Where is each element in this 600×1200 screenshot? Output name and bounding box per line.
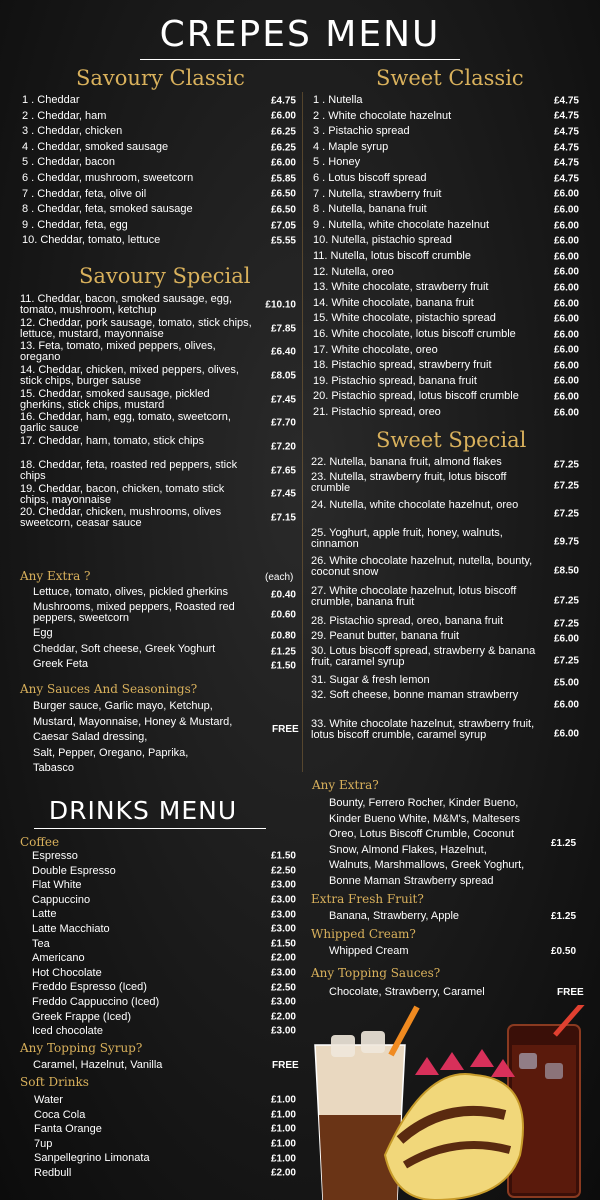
menu-item-price: £2.00: [270, 1011, 296, 1023]
menu-item-name: 14. Cheddar, chicken, mixed peppers, olives, stick chips, burger sause: [20, 364, 239, 388]
menu-item-price: £7.15: [270, 512, 296, 524]
whipped-cream-line: Whipped Cream: [329, 945, 409, 957]
fresh-fruit-price: £1.25: [551, 911, 577, 922]
menu-item-name: 11. Cheddar, bacon, smoked sausage, egg, tomato, mushroom, ketchup: [20, 293, 232, 316]
menu-item-row: [33, 644, 296, 659]
topping-syrup-title: Any Topping Syrup?: [20, 1041, 143, 1055]
menu-item-price: £3.00: [270, 1025, 296, 1037]
menu-item-row: [313, 124, 579, 140]
any-extra-right-title: Any Extra?: [312, 778, 379, 792]
menu-item-row: [311, 500, 579, 528]
menu-item-row: [20, 293, 296, 317]
menu-item-price: £7.25: [553, 508, 579, 520]
menu-item-row: [313, 327, 579, 343]
menu-item-price: £6.00: [270, 110, 296, 122]
fresh-fruit-title: Extra Fresh Fruit?: [311, 892, 424, 906]
sweet-special-title: Sweet Special: [376, 428, 527, 452]
savoury-special-list: [20, 293, 296, 530]
menu-item-name: Cappuccino: [32, 893, 91, 906]
menu-item-price: £6.00: [553, 282, 579, 294]
menu-item-price: £6.50: [270, 188, 296, 200]
menu-item-name: 7 . Nutella, strawberry fruit: [313, 187, 442, 200]
menu-item-price: £2.50: [270, 865, 296, 877]
sauces-title: Any Sauces And Seasonings?: [20, 682, 198, 696]
menu-item-name: Freddo Espresso (Iced): [32, 981, 147, 994]
extra-line: Bonne Maman Strawberry spread: [329, 874, 494, 887]
menu-item-row: [33, 587, 296, 602]
menu-item-row: [32, 922, 296, 937]
topping-sauces-title: Any Topping Sauces?: [311, 966, 441, 980]
menu-item-price: £6.00: [553, 375, 579, 387]
savoury-classic-list: [22, 93, 296, 249]
menu-item-row: [311, 631, 579, 646]
menu-item-row: [32, 966, 296, 981]
menu-item-price: £1.00: [270, 1138, 296, 1150]
menu-item-name: Egg: [33, 627, 53, 639]
menu-item-price: £7.45: [270, 488, 296, 500]
menu-item-row: [22, 171, 296, 187]
menu-item-row: [34, 1151, 296, 1166]
whipped-cream-price: £0.50: [551, 946, 577, 957]
menu-item-price: £1.25: [270, 646, 296, 657]
menu-item-row: [311, 690, 579, 719]
menu-item-price: £5.00: [553, 677, 579, 688]
menu-item-price: £7.65: [270, 465, 296, 477]
menu-item-name: 23. Nutella, strawberry fruit, lotus biscoff crumble: [311, 471, 507, 494]
menu-item-name: 10. Cheddar, tomato, lettuce: [22, 234, 161, 247]
menu-item-price: £1.00: [270, 1123, 296, 1135]
menu-item-price: £6.00: [553, 407, 579, 419]
sauce-line: Tabasco: [33, 762, 74, 774]
any-extra-left-list: [33, 587, 296, 673]
menu-item-name: Redbull: [34, 1166, 72, 1179]
crepe-icon: [385, 1049, 523, 1200]
menu-item-price: £7.25: [553, 655, 579, 666]
menu-item-price: £6.00: [553, 728, 579, 740]
menu-item-price: £1.50: [270, 850, 296, 862]
menu-item-name: 32. Soft cheese, bonne maman strawberry: [311, 689, 519, 701]
fresh-fruit-line: Banana, Strawberry, Apple: [329, 910, 460, 922]
cola-glass-icon: [508, 1005, 590, 1197]
menu-item-row: [34, 1137, 296, 1152]
menu-item-row: [313, 187, 579, 203]
menu-item-name: 11. Nutella, lotus biscoff crumble: [313, 249, 471, 262]
menu-item-price: £3.00: [270, 909, 296, 921]
each-label: (each): [265, 572, 294, 583]
menu-item-price: £6.00: [553, 266, 579, 278]
menu-item-name: 18. Pistachio spread, strawberry fruit: [313, 359, 492, 372]
menu-item-row: [33, 602, 296, 628]
whipped-cream-title: Whipped Cream?: [311, 927, 416, 941]
menu-item-row: [313, 265, 579, 281]
menu-item-price: £7.45: [270, 394, 296, 406]
menu-item-name: 26. White chocolate hazelnut, nutella, bounty, coconut snow: [311, 555, 533, 578]
menu-item-name: 18. Cheddar, feta, roasted red peppers, stick chips: [20, 458, 238, 482]
menu-item-row: [313, 405, 579, 421]
menu-item-name: 12. Cheddar, pork sausage, tomato, stick chips, lettuce, mustard, mayonnaise: [20, 316, 252, 340]
menu-item-price: £3.00: [270, 996, 296, 1008]
menu-item-row: [311, 616, 579, 631]
menu-item-name: 21. Pistachio spread, oreo: [313, 405, 441, 418]
menu-item-row: [313, 358, 579, 374]
menu-item-price: £4.75: [553, 157, 579, 169]
menu-item-name: 5 . Cheddar, bacon: [22, 156, 115, 169]
menu-item-name: Espresso: [32, 850, 78, 862]
menu-item-name: Hot Chocolate: [32, 966, 102, 979]
menu-item-name: 1 . Cheddar: [22, 94, 80, 106]
menu-item-name: Latte Macchiato: [32, 922, 110, 935]
menu-item-name: 30. Lotus biscoff spread, strawberry & banana fruit, caramel syrup: [311, 645, 536, 668]
menu-item-row: [22, 187, 296, 203]
menu-item-name: Greek Feta: [33, 658, 89, 670]
sauce-line: Mustard, Mayonnaise, Honey & Mustard,: [33, 715, 233, 728]
menu-item-price: £6.50: [270, 204, 296, 216]
menu-item-name: 29. Peanut butter, banana fruit: [311, 630, 460, 642]
menu-item-row: [22, 93, 296, 109]
menu-item-row: [313, 389, 579, 405]
menu-item-row: [313, 140, 579, 156]
menu-item-row: [34, 1093, 296, 1108]
menu-item-row: [313, 296, 579, 312]
topping-sauces-line: Chocolate, Strawberry, Caramel: [329, 986, 485, 998]
menu-item-row: [313, 374, 579, 390]
any-extra-left-title: Any Extra ?: [20, 569, 91, 583]
menu-item-name: Double Espresso: [32, 864, 116, 877]
menu-item-name: 17. Cheddar, ham, tomato, stick chips: [20, 435, 205, 448]
menu-item-name: 1 . Nutella: [313, 94, 363, 106]
menu-item-price: £7.25: [553, 618, 579, 629]
menu-item-name: Greek Frappe (Iced): [32, 1010, 132, 1023]
menu-item-price: £6.25: [270, 126, 296, 138]
coffee-title: Coffee: [20, 835, 60, 849]
menu-item-price: £6.00: [270, 157, 296, 169]
menu-item-row: [311, 457, 579, 472]
menu-item-row: [32, 1010, 296, 1025]
sauces-price: FREE: [272, 724, 299, 735]
menu-item-row: [32, 907, 296, 922]
menu-item-price: £2.00: [270, 952, 296, 964]
menu-item-name: 6 . Lotus biscoff spread: [313, 171, 427, 184]
menu-item-name: Fanta Orange: [34, 1123, 102, 1136]
column-divider: [302, 92, 303, 772]
menu-item-price: £4.75: [553, 142, 579, 154]
menu-item-row: [311, 472, 579, 500]
menu-item-price: £1.50: [270, 938, 296, 950]
coffee-list: [32, 849, 296, 1039]
menu-item-price: £6.00: [553, 204, 579, 216]
soft-drinks-title: Soft Drinks: [20, 1075, 89, 1089]
menu-item-row: [32, 893, 296, 908]
menu-item-row: [34, 1122, 296, 1137]
menu-item-name: 17. White chocolate, oreo: [313, 343, 438, 356]
menu-item-price: £6.40: [270, 346, 296, 358]
menu-item-row: [22, 233, 296, 249]
title-underline: [140, 59, 460, 60]
menu-item-price: £0.80: [270, 630, 296, 642]
menu-item-price: £4.75: [553, 95, 579, 107]
menu-item-row: [313, 311, 579, 327]
menu-item-name: 31. Sugar & fresh lemon: [311, 674, 430, 686]
menu-item-row: [311, 528, 579, 556]
menu-item-row: [313, 343, 579, 359]
menu-item-name: 15. Cheddar, smoked sausage, pickled gherkins, stick chips, mustard: [20, 387, 210, 411]
menu-item-row: [20, 506, 296, 530]
menu-item-name: 24. Nutella, white chocolate hazelnut, oreo: [311, 499, 519, 511]
menu-item-price: £10.10: [265, 299, 296, 311]
menu-item-name: Cheddar, Soft cheese, Greek Yoghurt: [33, 643, 216, 655]
menu-item-price: £3.00: [270, 923, 296, 935]
menu-item-name: 4 . Maple syrup: [313, 140, 389, 153]
sauce-line: Burger sauce, Garlic mayo, Ketchup,: [33, 700, 213, 712]
menu-item-price: £5.85: [270, 173, 296, 185]
menu-item-row: [311, 646, 579, 675]
menu-item-price: £6.00: [553, 329, 579, 341]
menu-item-row: [313, 155, 579, 171]
menu-item-price: £9.75: [553, 536, 579, 548]
menu-item-price: £0.60: [270, 609, 296, 621]
menu-item-row: [311, 675, 579, 690]
drinks-title: DRINKS MENU: [48, 796, 238, 825]
menu-item-name: Iced chocolate: [32, 1025, 103, 1038]
menu-item-row: [32, 878, 296, 893]
menu-item-row: [32, 980, 296, 995]
menu-item-price: £7.70: [270, 417, 296, 429]
menu-item-row: [32, 995, 296, 1010]
menu-item-price: £2.00: [270, 1167, 296, 1179]
menu-item-row: [32, 951, 296, 966]
menu-item-price: £7.85: [270, 323, 296, 335]
page-title: CREPES MENU: [159, 14, 441, 55]
menu-item-name: 20. Cheddar, chicken, mushrooms, olives sweetcorn, ceasar sauce: [20, 506, 222, 530]
menu-item-row: [313, 171, 579, 187]
menu-item-row: [22, 124, 296, 140]
menu-item-name: 14. White chocolate, banana fruit: [313, 296, 474, 309]
menu-item-name: 3 . Cheddar, chicken: [22, 125, 123, 138]
menu-item-name: 8 . Cheddar, feta, smoked sausage: [22, 203, 193, 216]
drinks-crepe-illustration: [305, 1005, 600, 1200]
menu-item-name: 6 . Cheddar, mushroom, sweetcorn: [22, 171, 194, 184]
menu-item-price: £8.05: [270, 370, 296, 382]
menu-item-price: £8.50: [553, 565, 579, 577]
extra-line: Snow, Almond Flakes, Hazelnut,: [329, 843, 487, 856]
menu-item-row: [22, 109, 296, 125]
menu-item-row: [32, 864, 296, 879]
menu-item-row: [20, 388, 296, 412]
menu-item-price: £3.00: [270, 894, 296, 906]
menu-item-name: 12. Nutella, oreo: [313, 265, 394, 278]
menu-item-name: Latte: [32, 908, 57, 921]
menu-item-name: 25. Yoghurt, apple fruit, honey, walnuts, cinnamon: [311, 527, 503, 550]
menu-item-price: £4.75: [553, 173, 579, 185]
menu-item-name: 13. White chocolate, strawberry fruit: [313, 281, 489, 294]
sweet-classic-title: Sweet Classic: [376, 66, 524, 90]
menu-item-name: Tea: [32, 937, 50, 950]
menu-item-price: £6.00: [553, 313, 579, 325]
menu-item-row: [313, 109, 579, 125]
menu-item-price: £1.00: [270, 1153, 296, 1165]
topping-syrup-line: Caramel, Hazelnut, Vanilla: [33, 1059, 163, 1071]
menu-item-name: Water: [34, 1094, 63, 1106]
menu-item-name: 33. White chocolate hazelnut, strawberry fruit, lotus biscoff crumble, caramel syrup: [311, 718, 535, 741]
menu-item-price: £4.75: [553, 126, 579, 138]
menu-item-row: [313, 233, 579, 249]
any-extra-right-price: £1.25: [551, 838, 577, 849]
menu-item-name: 28. Pistachio spread, oreo, banana fruit: [311, 615, 504, 627]
menu-item-name: 2 . Cheddar, ham: [22, 109, 107, 122]
menu-item-name: Lettuce, tomato, olives, pickled gherkins: [33, 586, 229, 598]
menu-item-name: Coca Cola: [34, 1108, 86, 1121]
menu-item-name: 8 . Nutella, banana fruit: [313, 203, 427, 216]
menu-item-name: 5 . Honey: [313, 156, 361, 169]
menu-item-name: Sanpellegrino Limonata: [34, 1152, 150, 1165]
menu-item-row: [33, 659, 296, 673]
menu-item-row: [20, 340, 296, 364]
menu-item-name: 13. Feta, tomato, mixed peppers, olives, oregano: [20, 340, 216, 364]
menu-item-price: £1.00: [270, 1109, 296, 1121]
menu-item-price: £6.00: [553, 220, 579, 232]
menu-item-name: 19. Cheddar, bacon, chicken, tomato stick chips, mayonnaise: [20, 482, 225, 506]
menu-item-name: 22. Nutella, banana fruit, almond flakes: [311, 456, 502, 468]
menu-item-row: [22, 218, 296, 234]
menu-item-name: 27. White chocolate hazelnut, lotus biscoff crumble, banana fruit: [311, 585, 517, 608]
menu-item-row: [34, 1166, 296, 1181]
menu-item-row: [22, 202, 296, 218]
menu-item-price: £6.00: [553, 633, 579, 644]
menu-item-name: Freddo Cappuccino (Iced): [32, 995, 160, 1008]
menu-item-price: £7.20: [270, 441, 296, 453]
menu-item-name: 16. Cheddar, ham, egg, tomato, sweetcorn, garlic sauce: [20, 411, 231, 435]
menu-item-name: 16. White chocolate, lotus biscoff crumble: [313, 327, 516, 340]
extra-line: Oreo, Lotus Biscoff Crumble, Coconut: [329, 828, 515, 840]
menu-item-name: 19. Pistachio spread, banana fruit: [313, 374, 477, 387]
menu-item-price: £6.00: [553, 188, 579, 200]
menu-item-price: £6.00: [553, 298, 579, 310]
menu-item-row: [313, 280, 579, 296]
menu-item-row: [22, 140, 296, 156]
menu-item-price: £6.00: [553, 344, 579, 356]
menu-item-price: £1.00: [270, 1094, 296, 1106]
menu-item-price: £7.25: [553, 480, 579, 492]
menu-item-row: [20, 483, 296, 507]
menu-item-row: [32, 937, 296, 952]
menu-item-price: £3.00: [270, 967, 296, 979]
menu-item-row: [20, 364, 296, 388]
menu-item-row: [22, 155, 296, 171]
menu-item-row: [32, 849, 296, 864]
menu-item-row: [311, 719, 579, 749]
menu-item-price: £4.75: [553, 110, 579, 122]
sauce-line: Caesar Salad dressing,: [33, 731, 148, 743]
menu-item-price: £7.25: [553, 459, 579, 470]
savoury-classic-title: Savoury Classic: [76, 66, 245, 90]
extra-line: Bounty, Ferrero Rocher, Kinder Bueno,: [329, 797, 519, 809]
menu-item-price: £1.50: [270, 660, 296, 672]
menu-item-price: £2.50: [270, 982, 296, 994]
menu-item-price: £6.25: [270, 142, 296, 154]
menu-item-name: 3 . Pistachio spread: [313, 125, 410, 138]
menu-item-row: [20, 435, 296, 459]
extra-line: Walnuts, Marshmallows, Greek Yoghurt,: [329, 859, 525, 871]
any-extra-right-list: [329, 796, 549, 889]
menu-item-name: 15. White chocolate, pistachio spread: [313, 312, 496, 325]
menu-item-price: £7.25: [553, 595, 579, 607]
menu-item-row: [311, 556, 579, 586]
topping-syrup-price: FREE: [272, 1060, 299, 1071]
topping-sauces-price: FREE: [557, 987, 584, 998]
savoury-special-title: Savoury Special: [79, 264, 251, 288]
menu-item-row: [311, 586, 579, 616]
menu-item-row: [313, 218, 579, 234]
menu-item-name: 20. Pistachio spread, lotus biscoff crumble: [313, 390, 519, 403]
menu-item-name: Americano: [32, 952, 85, 965]
menu-item-price: £3.00: [270, 879, 296, 891]
menu-item-price: £4.75: [270, 95, 296, 107]
menu-item-price: £7.05: [270, 220, 296, 232]
sauces-list: [33, 699, 268, 777]
menu-item-price: £6.00: [553, 391, 579, 403]
menu-item-row: [20, 411, 296, 435]
menu-item-name: 10. Nutella, pistachio spread: [313, 234, 452, 247]
drinks-underline: [34, 828, 266, 829]
menu-item-row: [313, 202, 579, 218]
menu-item-price: £6.00: [553, 235, 579, 247]
menu-item-name: Flat White: [32, 879, 82, 892]
menu-item-price: £0.40: [270, 589, 296, 600]
menu-item-name: 4 . Cheddar, smoked sausage: [22, 140, 169, 153]
menu-item-name: 2 . White chocolate hazelnut: [313, 109, 452, 122]
menu-item-row: [20, 317, 296, 341]
menu-item-price: £6.00: [553, 251, 579, 263]
menu-item-price: £5.55: [270, 235, 296, 247]
menu-item-name: 7 . Cheddar, feta, olive oil: [22, 187, 147, 200]
menu-item-name: Mushrooms, mixed peppers, Roasted red peppers, sweetcorn: [33, 601, 235, 624]
menu-item-row: [33, 628, 296, 644]
extra-line: Kinder Bueno White, M&M's, Maltesers: [329, 812, 521, 825]
menu-item-row: [313, 249, 579, 265]
menu-item-price: £6.00: [553, 360, 579, 372]
menu-item-row: [32, 1024, 296, 1039]
menu-item-price: £6.00: [553, 699, 579, 710]
menu-item-row: [313, 93, 579, 109]
menu-item-name: 9 . Cheddar, feta, egg: [22, 218, 128, 231]
menu-item-row: [20, 459, 296, 483]
soft-drinks-list: [34, 1093, 296, 1181]
menu-item-name: 7up: [34, 1137, 53, 1150]
sweet-special-list: [311, 457, 579, 749]
sauce-line: Salt, Pepper, Oregano, Paprika,: [33, 746, 189, 759]
sweet-classic-list: [313, 93, 579, 420]
menu-item-name: 9 . Nutella, white chocolate hazelnut: [313, 218, 490, 231]
menu-item-row: [34, 1108, 296, 1123]
